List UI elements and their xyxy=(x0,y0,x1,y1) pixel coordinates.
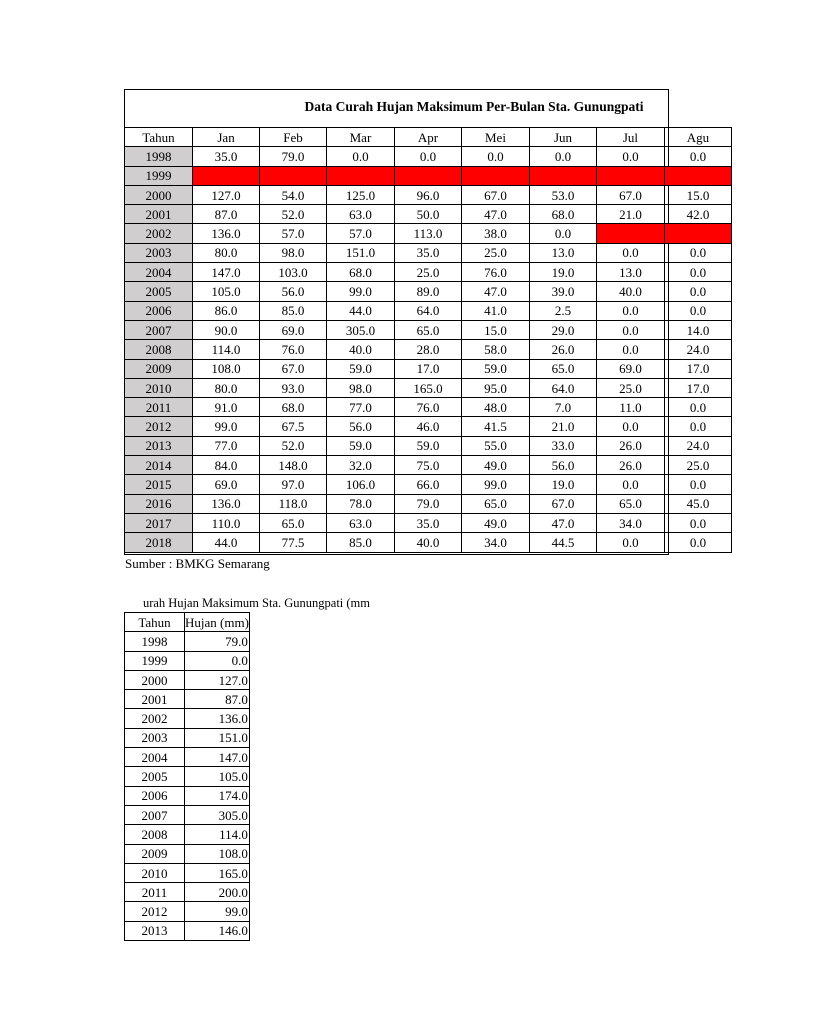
year-cell: 2006 xyxy=(125,301,193,320)
rainfall-value-cell: 47.0 xyxy=(461,205,529,224)
rainfall-value-cell: 91.0 xyxy=(193,398,260,417)
max-rainfall-value-cell: 305.0 xyxy=(185,805,250,824)
rainfall-value-cell: 57.0 xyxy=(260,224,327,243)
year-cell: 2001 xyxy=(125,690,185,709)
table-row xyxy=(125,805,250,824)
rainfall-value-cell: 19.0 xyxy=(530,263,597,282)
rainfall-value-cell: 80.0 xyxy=(193,243,260,262)
rainfall-value-cell: 69.0 xyxy=(260,320,327,339)
table-row xyxy=(125,748,250,767)
year-cell: 2009 xyxy=(125,844,185,863)
rainfall-value-cell: 52.0 xyxy=(260,205,327,224)
rainfall-value-cell: 17.0 xyxy=(395,359,462,378)
year-cell: 2014 xyxy=(125,456,193,475)
rainfall-value-cell: 65.0 xyxy=(260,513,327,532)
year-cell: 2005 xyxy=(125,767,185,786)
column-header-month: Mar xyxy=(326,128,394,147)
max-rainfall-value-cell: 136.0 xyxy=(185,709,250,728)
rainfall-value-cell: 25.0 xyxy=(461,243,529,262)
rainfall-value-cell: 15.0 xyxy=(665,185,732,204)
rainfall-value-cell: 147.0 xyxy=(193,263,260,282)
table-row xyxy=(125,728,250,747)
table-row xyxy=(125,825,250,844)
year-cell: 2003 xyxy=(125,728,185,747)
rainfall-value-cell: 13.0 xyxy=(596,263,664,282)
rainfall-value-cell: 21.0 xyxy=(596,205,664,224)
year-cell: 2003 xyxy=(125,243,193,262)
rainfall-value-cell: 42.0 xyxy=(665,205,732,224)
rainfall-value-cell: 0.0 xyxy=(665,513,732,532)
table-row xyxy=(125,921,250,940)
rainfall-value-cell: 90.0 xyxy=(193,320,260,339)
year-cell: 2016 xyxy=(125,494,193,513)
monthly-table-title: Data Curah Hujan Maksimum Per-Bulan Sta. Gunungpati xyxy=(304,99,644,114)
rainfall-value-cell: 67.0 xyxy=(260,359,327,378)
table-row xyxy=(125,690,250,709)
rainfall-value-cell: 103.0 xyxy=(260,263,327,282)
rainfall-value-cell: 125.0 xyxy=(326,185,394,204)
rainfall-value-cell: 99.0 xyxy=(193,417,260,436)
year-cell: 2002 xyxy=(125,224,193,243)
missing-data-cell: - xyxy=(260,166,327,185)
table-row xyxy=(125,398,732,417)
rainfall-value-cell: 64.0 xyxy=(530,378,597,397)
max-rainfall-value-cell: 87.0 xyxy=(185,690,250,709)
rainfall-value-cell: 99.0 xyxy=(461,475,529,494)
rainfall-value-cell: 46.0 xyxy=(395,417,462,436)
year-cell: 1999 xyxy=(125,166,193,185)
rainfall-value-cell: 2.5 xyxy=(530,301,597,320)
table-row xyxy=(125,147,732,166)
year-cell: 2001 xyxy=(125,205,193,224)
rainfall-value-cell: 56.0 xyxy=(260,282,327,301)
max-rainfall-value-cell: 105.0 xyxy=(185,767,250,786)
year-cell: 2010 xyxy=(125,863,185,882)
rainfall-value-cell: 25.0 xyxy=(665,456,732,475)
rainfall-value-cell: 56.0 xyxy=(530,456,597,475)
rainfall-value-cell: 53.0 xyxy=(530,185,597,204)
rainfall-value-cell: 95.0 xyxy=(461,378,529,397)
table-row xyxy=(125,883,250,902)
table-row xyxy=(125,320,732,339)
rainfall-value-cell: 77.0 xyxy=(326,398,394,417)
rainfall-value-cell: 0.0 xyxy=(665,147,732,166)
rainfall-value-cell: 21.0 xyxy=(530,417,597,436)
column-header-month: Jun xyxy=(530,128,597,147)
rainfall-value-cell: 35.0 xyxy=(193,147,260,166)
missing-data-cell: - xyxy=(461,166,529,185)
rainfall-value-cell: 0.0 xyxy=(596,533,664,552)
rainfall-value-cell: 85.0 xyxy=(326,533,394,552)
rainfall-value-cell: 0.0 xyxy=(665,282,732,301)
rainfall-value-cell: 59.0 xyxy=(395,436,462,455)
missing-data-cell: - xyxy=(326,166,394,185)
rainfall-value-cell: 69.0 xyxy=(596,359,664,378)
rainfall-value-cell: 40.0 xyxy=(326,340,394,359)
rainfall-value-cell: 0.0 xyxy=(665,243,732,262)
year-cell: 1998 xyxy=(125,632,185,651)
rainfall-value-cell: 38.0 xyxy=(461,224,529,243)
rainfall-value-cell: 114.0 xyxy=(193,340,260,359)
rainfall-value-cell: 97.0 xyxy=(260,475,327,494)
rainfall-value-cell: 0.0 xyxy=(461,147,529,166)
max-rainfall-value-cell: 127.0 xyxy=(185,670,250,689)
rainfall-value-cell: 24.0 xyxy=(665,436,732,455)
rainfall-value-cell: 67.5 xyxy=(260,417,327,436)
rainfall-value-cell: 63.0 xyxy=(326,513,394,532)
rainfall-value-cell: 98.0 xyxy=(326,378,394,397)
rainfall-value-cell: 0.0 xyxy=(596,243,664,262)
rainfall-value-cell: 0.0 xyxy=(596,320,664,339)
monthly-rainfall-table xyxy=(124,127,732,553)
rainfall-value-cell: 14.0 xyxy=(665,320,732,339)
rainfall-value-cell: 44.0 xyxy=(326,301,394,320)
max-rainfall-value-cell: 147.0 xyxy=(185,748,250,767)
rainfall-value-cell: 11.0 xyxy=(596,398,664,417)
rainfall-value-cell: 76.0 xyxy=(461,263,529,282)
rainfall-value-cell: 0.0 xyxy=(665,301,732,320)
rainfall-value-cell: 0.0 xyxy=(665,475,732,494)
missing-data-cell: - xyxy=(596,224,664,243)
rainfall-value-cell: 77.0 xyxy=(193,436,260,455)
rainfall-value-cell: 65.0 xyxy=(530,359,597,378)
annual-max-rainfall-table xyxy=(124,612,250,941)
rainfall-value-cell: 98.0 xyxy=(260,243,327,262)
rainfall-value-cell: 0.0 xyxy=(665,263,732,282)
rainfall-value-cell: 65.0 xyxy=(461,494,529,513)
rainfall-value-cell: 165.0 xyxy=(395,378,462,397)
table-row xyxy=(125,340,732,359)
table-row xyxy=(125,378,732,397)
rainfall-value-cell: 47.0 xyxy=(461,282,529,301)
table-row xyxy=(125,494,732,513)
rainfall-value-cell: 76.0 xyxy=(395,398,462,417)
rainfall-value-cell: 76.0 xyxy=(260,340,327,359)
rainfall-value-cell: 127.0 xyxy=(193,185,260,204)
rainfall-value-cell: 78.0 xyxy=(326,494,394,513)
rainfall-value-cell: 40.0 xyxy=(596,282,664,301)
rainfall-value-cell: 0.0 xyxy=(596,475,664,494)
rainfall-value-cell: 79.0 xyxy=(260,147,327,166)
monthly-rainfall-section xyxy=(124,89,710,555)
rainfall-value-cell: 24.0 xyxy=(665,340,732,359)
rainfall-value-cell: 65.0 xyxy=(596,494,664,513)
table-row xyxy=(125,282,732,301)
year-cell: 2002 xyxy=(125,709,185,728)
table-row xyxy=(125,533,732,552)
rainfall-value-cell: 0.0 xyxy=(530,147,597,166)
rainfall-value-cell: 45.0 xyxy=(665,494,732,513)
rainfall-value-cell: 0.0 xyxy=(596,417,664,436)
year-cell: 2000 xyxy=(125,670,185,689)
table-row xyxy=(125,456,732,475)
year-cell: 2008 xyxy=(125,825,185,844)
table-row xyxy=(125,670,250,689)
rainfall-value-cell: 85.0 xyxy=(260,301,327,320)
table-row xyxy=(125,417,732,436)
rainfall-value-cell: 113.0 xyxy=(395,224,462,243)
max-rainfall-value-cell: 0.0 xyxy=(185,651,250,670)
rainfall-value-cell: 57.0 xyxy=(326,224,394,243)
table-row xyxy=(125,863,250,882)
rainfall-value-cell: 13.0 xyxy=(530,243,597,262)
year-cell: 2018 xyxy=(125,533,193,552)
table-row xyxy=(125,767,250,786)
year-cell: 2013 xyxy=(125,436,193,455)
table-row xyxy=(125,185,732,204)
max-rainfall-value-cell: 165.0 xyxy=(185,863,250,882)
max-rainfall-value-cell: 114.0 xyxy=(185,825,250,844)
annual-table-title-clip xyxy=(124,594,370,612)
rainfall-value-cell: 99.0 xyxy=(326,282,394,301)
rainfall-value-cell: 39.0 xyxy=(530,282,597,301)
rainfall-value-cell: 67.0 xyxy=(461,185,529,204)
rainfall-value-cell: 58.0 xyxy=(461,340,529,359)
rainfall-value-cell: 67.0 xyxy=(596,185,664,204)
table-row xyxy=(125,243,732,262)
rainfall-value-cell: 59.0 xyxy=(326,359,394,378)
year-cell: 2007 xyxy=(125,320,193,339)
rainfall-value-cell: 110.0 xyxy=(193,513,260,532)
table-row xyxy=(125,263,732,282)
max-rainfall-value-cell: 146.0 xyxy=(185,921,250,940)
rainfall-value-cell: 25.0 xyxy=(395,263,462,282)
table-row xyxy=(125,513,732,532)
year-cell: 2011 xyxy=(125,883,185,902)
rainfall-value-cell: 0.0 xyxy=(395,147,462,166)
rainfall-value-cell: 50.0 xyxy=(395,205,462,224)
rainfall-value-cell: 26.0 xyxy=(530,340,597,359)
year-cell: 2009 xyxy=(125,359,193,378)
missing-data-cell: - xyxy=(665,166,732,185)
rainfall-value-cell: 26.0 xyxy=(596,456,664,475)
max-rainfall-value-cell: 99.0 xyxy=(185,902,250,921)
rainfall-value-cell: 34.0 xyxy=(596,513,664,532)
column-header-month: Feb xyxy=(260,128,327,147)
rainfall-value-cell: 68.0 xyxy=(530,205,597,224)
annual-table-title: urah Hujan Maksimum Sta. Gunungpati (mm xyxy=(142,596,370,610)
rainfall-value-cell: 67.0 xyxy=(530,494,597,513)
column-header-month: Jul xyxy=(596,128,664,147)
rainfall-value-cell: 49.0 xyxy=(461,513,529,532)
rainfall-value-cell: 305.0 xyxy=(326,320,394,339)
rainfall-value-cell: 33.0 xyxy=(530,436,597,455)
rainfall-value-cell: 41.5 xyxy=(461,417,529,436)
rainfall-value-cell: 87.0 xyxy=(193,205,260,224)
rainfall-value-cell: 0.0 xyxy=(596,301,664,320)
rainfall-value-cell: 52.0 xyxy=(260,436,327,455)
max-rainfall-value-cell: 200.0 xyxy=(185,883,250,902)
table-row xyxy=(125,436,732,455)
year-cell: 2004 xyxy=(125,748,185,767)
table-row xyxy=(125,301,732,320)
rainfall-value-cell: 15.0 xyxy=(461,320,529,339)
rainfall-value-cell: 66.0 xyxy=(395,475,462,494)
year-cell: 2005 xyxy=(125,282,193,301)
rainfall-value-cell: 47.0 xyxy=(530,513,597,532)
column-header-month: Jan xyxy=(193,128,260,147)
year-cell: 1999 xyxy=(125,651,185,670)
rainfall-value-cell: 68.0 xyxy=(326,263,394,282)
rainfall-value-cell: 0.0 xyxy=(596,340,664,359)
year-cell: 2012 xyxy=(125,902,185,921)
table-row xyxy=(125,709,250,728)
rainfall-value-cell: 0.0 xyxy=(665,533,732,552)
max-rainfall-value-cell: 151.0 xyxy=(185,728,250,747)
table-row xyxy=(125,651,250,670)
column-header-rainfall: Hujan (mm) xyxy=(185,613,250,632)
missing-data-cell: - xyxy=(596,166,664,185)
rainfall-value-cell: 19.0 xyxy=(530,475,597,494)
rainfall-value-cell: 59.0 xyxy=(326,436,394,455)
rainfall-value-cell: 40.0 xyxy=(395,533,462,552)
table-row xyxy=(125,475,732,494)
year-cell: 2008 xyxy=(125,340,193,359)
table-row xyxy=(125,902,250,921)
table-row xyxy=(125,205,732,224)
missing-data-cell: - xyxy=(193,166,260,185)
rainfall-value-cell: 106.0 xyxy=(326,475,394,494)
rainfall-value-cell: 26.0 xyxy=(596,436,664,455)
missing-data-cell: - xyxy=(530,166,597,185)
rainfall-value-cell: 108.0 xyxy=(193,359,260,378)
column-header-year: Tahun xyxy=(125,128,193,147)
rainfall-value-cell: 96.0 xyxy=(395,185,462,204)
year-cell: 2010 xyxy=(125,378,193,397)
rainfall-value-cell: 32.0 xyxy=(326,456,394,475)
rainfall-value-cell: 151.0 xyxy=(326,243,394,262)
table-header-row xyxy=(125,128,732,147)
rainfall-value-cell: 148.0 xyxy=(260,456,327,475)
rainfall-value-cell: 0.0 xyxy=(530,224,597,243)
table-row xyxy=(125,632,250,651)
column-header-month: Apr xyxy=(395,128,462,147)
rainfall-value-cell: 75.0 xyxy=(395,456,462,475)
rainfall-value-cell: 28.0 xyxy=(395,340,462,359)
missing-data-cell: - xyxy=(665,224,732,243)
table-row xyxy=(125,224,732,243)
rainfall-value-cell: 105.0 xyxy=(193,282,260,301)
year-cell: 2000 xyxy=(125,185,193,204)
rainfall-value-cell: 54.0 xyxy=(260,185,327,204)
table-row xyxy=(125,166,732,185)
rainfall-value-cell: 35.0 xyxy=(395,513,462,532)
rainfall-value-cell: 0.0 xyxy=(326,147,394,166)
rainfall-value-cell: 0.0 xyxy=(596,147,664,166)
max-rainfall-value-cell: 108.0 xyxy=(185,844,250,863)
rainfall-value-cell: 44.5 xyxy=(530,533,597,552)
table-header-row xyxy=(125,613,250,632)
rainfall-value-cell: 55.0 xyxy=(461,436,529,455)
rainfall-value-cell: 65.0 xyxy=(395,320,462,339)
year-cell: 1998 xyxy=(125,147,193,166)
rainfall-value-cell: 79.0 xyxy=(395,494,462,513)
rainfall-value-cell: 25.0 xyxy=(596,378,664,397)
year-cell: 2013 xyxy=(125,921,185,940)
table-row xyxy=(125,786,250,805)
rainfall-value-cell: 34.0 xyxy=(461,533,529,552)
rainfall-value-cell: 80.0 xyxy=(193,378,260,397)
rainfall-value-cell: 63.0 xyxy=(326,205,394,224)
rainfall-value-cell: 93.0 xyxy=(260,378,327,397)
rainfall-value-cell: 41.0 xyxy=(461,301,529,320)
rainfall-value-cell: 118.0 xyxy=(260,494,327,513)
max-rainfall-value-cell: 174.0 xyxy=(185,786,250,805)
rainfall-value-cell: 35.0 xyxy=(395,243,462,262)
rainfall-value-cell: 48.0 xyxy=(461,398,529,417)
rainfall-value-cell: 49.0 xyxy=(461,456,529,475)
rainfall-value-cell: 68.0 xyxy=(260,398,327,417)
rainfall-value-cell: 17.0 xyxy=(665,359,732,378)
rainfall-value-cell: 29.0 xyxy=(530,320,597,339)
column-header-month: Agu xyxy=(665,128,732,147)
year-cell: 2011 xyxy=(125,398,193,417)
year-cell: 2006 xyxy=(125,786,185,805)
missing-data-cell: - xyxy=(395,166,462,185)
year-cell: 2004 xyxy=(125,263,193,282)
rainfall-value-cell: 7.0 xyxy=(530,398,597,417)
source-note: Sumber : BMKG Semarang xyxy=(125,556,270,571)
rainfall-value-cell: 17.0 xyxy=(665,378,732,397)
year-cell: 2007 xyxy=(125,805,185,824)
rainfall-value-cell: 0.0 xyxy=(665,398,732,417)
rainfall-value-cell: 64.0 xyxy=(395,301,462,320)
rainfall-value-cell: 0.0 xyxy=(665,417,732,436)
rainfall-value-cell: 136.0 xyxy=(193,494,260,513)
max-rainfall-value-cell: 79.0 xyxy=(185,632,250,651)
rainfall-value-cell: 44.0 xyxy=(193,533,260,552)
rainfall-value-cell: 56.0 xyxy=(326,417,394,436)
column-header-year: Tahun xyxy=(125,613,185,632)
rainfall-value-cell: 84.0 xyxy=(193,456,260,475)
rainfall-value-cell: 69.0 xyxy=(193,475,260,494)
year-cell: 2017 xyxy=(125,513,193,532)
year-cell: 2015 xyxy=(125,475,193,494)
rainfall-value-cell: 86.0 xyxy=(193,301,260,320)
rainfall-value-cell: 77.5 xyxy=(260,533,327,552)
table-row xyxy=(125,359,732,378)
year-cell: 2012 xyxy=(125,417,193,436)
rainfall-value-cell: 89.0 xyxy=(395,282,462,301)
column-header-month: Mei xyxy=(461,128,529,147)
rainfall-value-cell: 136.0 xyxy=(193,224,260,243)
table-row xyxy=(125,844,250,863)
rainfall-value-cell: 59.0 xyxy=(461,359,529,378)
